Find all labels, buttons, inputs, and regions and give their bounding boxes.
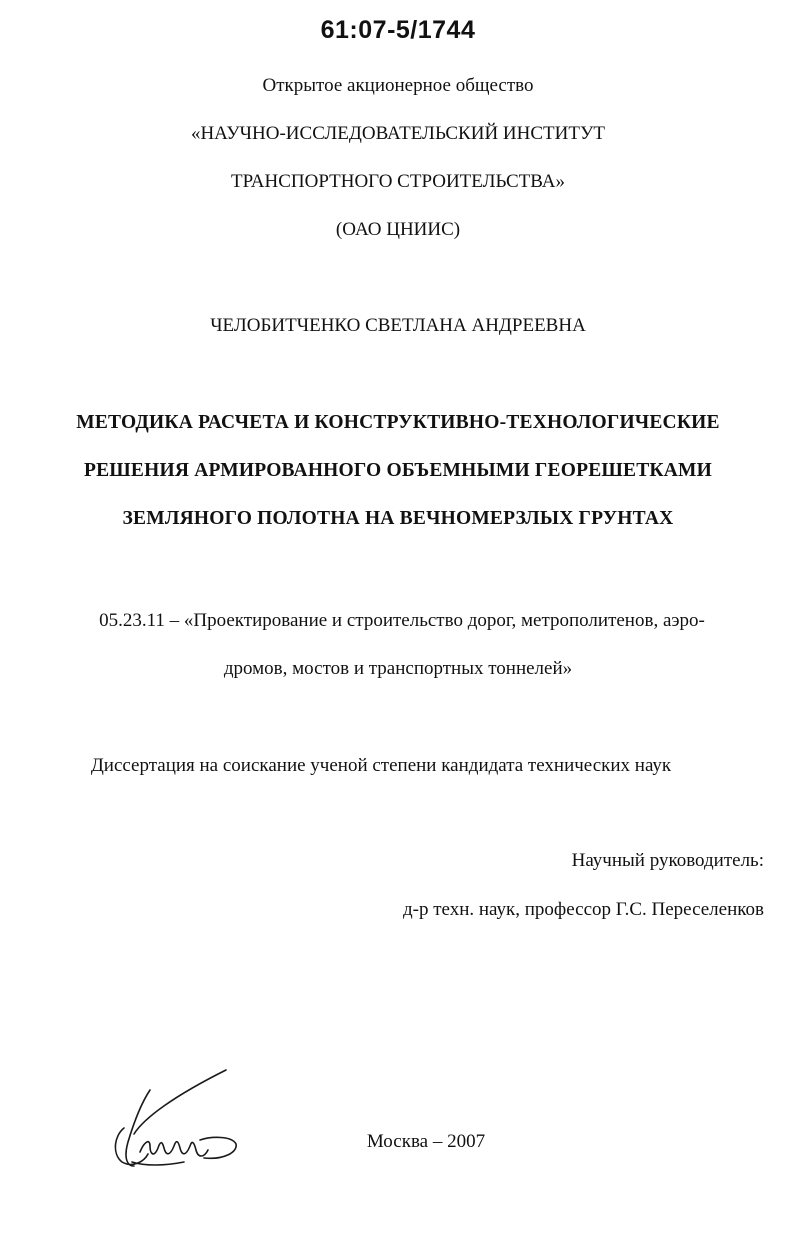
organization-name-line2: ТРАНСПОРТНОГО СТРОИТЕЛЬСТВА» xyxy=(231,171,565,192)
dissertation-title-line1: МЕТОДИКА РАСЧЕТА И КОНСТРУКТИВНО-ТЕХНОЛОГИЧЕСКИЕ xyxy=(76,412,720,433)
specialty-line1: 05.23.11 – «Проектирование и строительство дорог, метрополитенов, аэро- xyxy=(99,610,705,631)
place-and-year: Москва – 2007 xyxy=(366,1131,486,1152)
signature-stroke-3 xyxy=(134,1070,226,1134)
author-name: ЧЕЛОБИТЧЕНКО СВЕТЛАНА АНДРЕЕВНА xyxy=(210,315,586,336)
organization-abbreviation: (ОАО ЦНИИС) xyxy=(335,219,461,240)
specialty-line2: дромов, мостов и транспортных тоннелей» xyxy=(223,658,573,679)
organization-name-line1: «НАУЧНО-ИССЛЕДОВАТЕЛЬСКИЙ ИНСТИТУТ xyxy=(190,123,606,144)
supervisor-label: Научный руководитель: xyxy=(571,850,764,871)
author-signature xyxy=(104,1062,244,1174)
dissertation-title-line3: ЗЕМЛЯНОГО ПОЛОТНА НА ВЕЧНОМЕРЗЛЫХ ГРУНТАХ xyxy=(122,508,674,529)
organization-type: Открытое акционерное общество xyxy=(262,75,534,96)
dissertation-title-line2: РЕШЕНИЯ АРМИРОВАННОГО ОБЪЕМНЫМИ ГЕОРЕШЕТКАМИ xyxy=(83,460,713,481)
degree-statement: Диссертация на соискание ученой степени кандидата технических наук xyxy=(90,755,672,776)
supervisor-name: д-р техн. наук, профессор Г.С. Переселенков xyxy=(402,899,764,920)
archive-number: 61:07-5/1744 xyxy=(320,16,476,44)
